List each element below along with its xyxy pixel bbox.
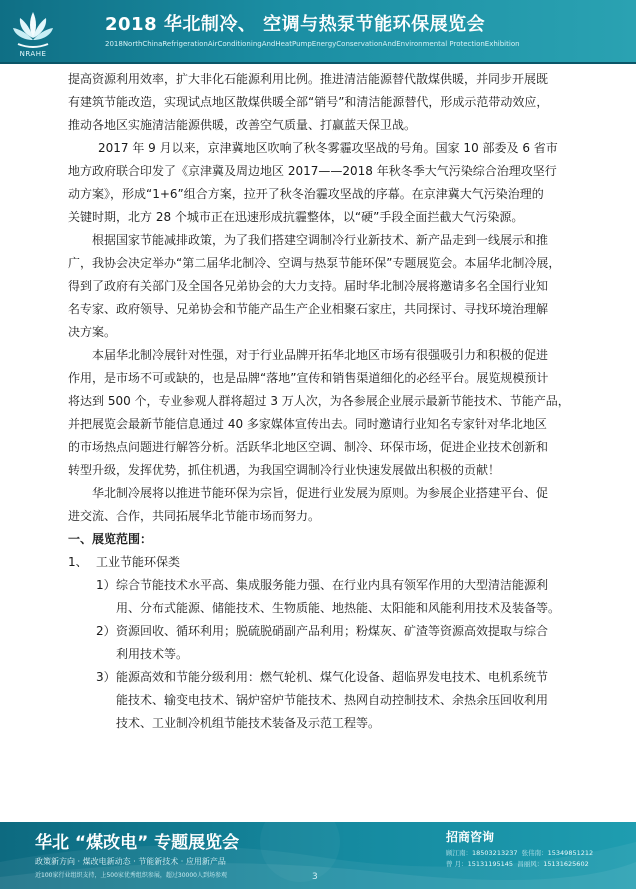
text-line: 作用，是市场不可或缺的，也是品牌“落地”宣传和销售渠道细化的必经平台。展览规模预计: [68, 371, 549, 385]
category-label: 工业节能环保类: [96, 555, 181, 569]
footer-note: 近100家行业组织支持，上500家优秀组织参展，超过30000人到场参观: [35, 872, 227, 879]
text-line: 华北制冷展将以推进节能环保为宗旨，促进行业发展为原则。为参展企业搭建平台、促: [92, 486, 549, 500]
header-divider: [0, 62, 636, 64]
paragraph-background: [68, 137, 580, 229]
page-header: [0, 0, 636, 64]
contact-name: 顾江南：: [446, 849, 472, 857]
text-line: 转型升级，发挥优势，抓住机遇，为我国空调制冷行业快速发展做出积极的贡献！: [68, 463, 501, 477]
text-line: 并把展览会最新节能信息通过 40 多家媒体宣传出去。同时邀请行业知名专家针对华北地区: [68, 417, 547, 431]
contact-title: 招商咨询: [446, 830, 495, 844]
list-item: [68, 620, 580, 666]
text-line: 动方案》，形成“1+6”组合方案，拉开了秋冬治霾攻坚战的序幕。在京津冀大气污染治理的: [68, 187, 544, 201]
exhibition-title: 2018 华北制冷、 空调与热泵节能环保展览会: [105, 14, 486, 35]
section-heading: 一、展览范围：: [68, 532, 153, 546]
text-line: 决方案。: [68, 325, 117, 339]
contact-rows: [446, 848, 626, 870]
text-line: 2017 年 9 月以来，京津冀地区吹响了秋冬雾霾攻坚战的号角。国家 10 部委及 6 省市: [98, 141, 558, 155]
page-footer-banner: [0, 822, 636, 889]
paragraph-scale: [68, 344, 580, 482]
document-body: [68, 68, 580, 735]
text-line: 资源回收、循环利用；脱硫脱硝副产品利用；粉煤灰、矿渣等资源高效提取与综合: [116, 624, 549, 638]
text-line: 技术、工业制冷机组节能技术装备及示范工程等。: [116, 716, 381, 730]
text-line: 将达到 500 个，专业参观人群将超过 3 万人次，为各参展企业展示最新节能技术、节能产品，: [68, 394, 570, 408]
category-heading: [68, 551, 580, 574]
contact-block: [446, 828, 626, 870]
page-number: 3: [312, 872, 318, 882]
contact-phone: 15131625602: [543, 860, 589, 868]
contact-phone: 18503213237: [472, 849, 518, 857]
list-item: [68, 666, 580, 735]
paragraph-purpose: [68, 229, 580, 344]
text-line: 根据国家节能减排政策，为了我们搭建空调制冷行业新技术、新产品走到一线展示和推: [92, 233, 549, 247]
contact-phone: 15349851212: [547, 849, 594, 857]
logo-text: NRAHE: [19, 50, 47, 58]
list-item-number: 1）: [96, 578, 116, 592]
list-item: [68, 574, 580, 620]
text-line: 关键时期，北方 28 个城市正在迅速形成抗霾整体，以“硬”手段全面拦截大气污染源。: [68, 210, 524, 224]
text-line: 的市场热点问题进行解答分析。活跃华北地区空调、制冷、环保市场，促进企业技术创新和: [68, 440, 549, 454]
text-line: 推动各地区实施清洁能源供暖，改善空气质量、打赢蓝天保卫战。: [68, 118, 417, 132]
contact-phone: 15131195145: [467, 860, 514, 868]
text-line: 用、分布式能源、储能技术、生物质能、地热能、太阳能和风能利用技术及装备等。: [116, 601, 561, 615]
text-line: 地方政府联合印发了《京津冀及周边地区 2017——2018 年秋冬季大气污染综合治理攻坚行: [68, 164, 557, 178]
contact-name: 昌丽风：: [517, 860, 544, 868]
text-line: 利用技术等。: [116, 647, 189, 661]
footer-title: 华北 “煤改电” 专题展览会: [35, 833, 240, 853]
text-line: 能源高效和节能分级利用：燃气轮机、煤气化设备、超临界发电技术、电机系统节: [116, 670, 549, 684]
contact-name: 曾 月：: [446, 860, 468, 868]
text-line: 有建筑节能改造，实现试点地区散煤供暖全部“销号”和清洁能源替代，形成示范带动效应，: [68, 95, 549, 109]
list-item-number: 2）: [96, 624, 116, 638]
category-number: 1、: [68, 555, 88, 569]
paragraph-intro-continued: [68, 68, 580, 137]
text-line: 进交流、合作，共同拓展华北节能市场而努力。: [68, 509, 321, 523]
text-line: 名专家、政府领导、兄弟协会和节能产品生产企业相聚石家庄，共同探讨、寻找环境治理解: [68, 302, 549, 316]
text-line: 广，我协会决定举办“第二届华北制冷、空调与热泵节能环保”专题展览会。本届华北制冷展，: [68, 256, 561, 270]
footer-tagline: 政策新方向 · 煤改电新动态 · 节能新技术 · 应用新产品: [35, 857, 226, 866]
text-line: 本届华北制冷展针对性强，对于行业品牌开拓华北地区市场有很强吸引力和积极的促进: [92, 348, 549, 362]
contact-name: 张伟南：: [521, 849, 548, 857]
paragraph-mission: [68, 482, 580, 528]
text-line: 能技术、输变电技术、锅炉窑炉节能技术、热网自动控制技术、余热余压回收利用: [116, 693, 549, 707]
text-line: 得到了政府有关部门及全国各兄弟协会的大力支持。届时华北制冷展将邀请多名全国行业知: [68, 279, 549, 293]
text-line: 综合节能技术水平高、集成服务能力强、在行业内具有领军作用的大型清洁能源利: [116, 578, 549, 592]
text-line: 提高资源利用效率，扩大非化石能源利用比例。推进清洁能源替代散煤供暖，并同步开展既: [68, 72, 549, 86]
exhibition-subtitle: 2018NorthChinaRefrigerationAirConditioningAndHeatPumpEnergyConservationAndEnvironmental ProtectionExhibition: [105, 40, 520, 48]
list-item-number: 3）: [96, 670, 116, 684]
